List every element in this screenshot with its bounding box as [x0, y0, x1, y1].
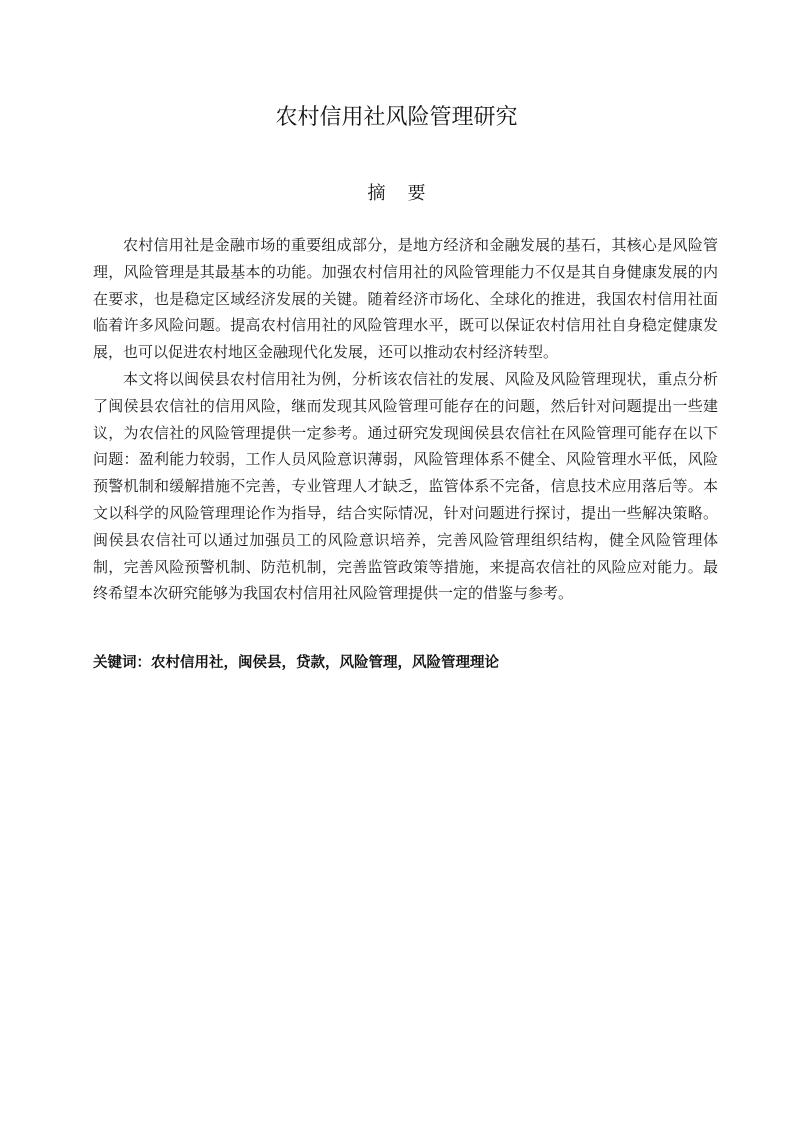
document-title: 农村信用社风险管理研究 [275, 105, 518, 130]
abstract-paragraph: 本文将以闽侯县农村信用社为例，分析该农信社的发展、风险及风险管理现状，重点分析了闽侯县农信社的信用风险，继而发现其风险管理可能存在的问题，然后针对问题提出一些建议，为农信社的风险管理提供一定参考。通过研究发现闽侯县农信社在风险管理可能存在以下问题：盈利能力较弱，工作人员风险意识薄弱，风险管理体系不健全、风险管理水平低，风险预警机制和缓解措施不完善，专业管理人才缺乏，监管体系不完备，信息技术应用落后等。本文以科学的风险管理理论作为指导，结合实际情况，针对问题进行探讨，提出一些解决策略。闽侯县农信社可以通过加强员工的风险意识培养，完善风险管理组织结构，健全风险管理体制，完善风险预警机制、防范机制，完善监管政策等措施，来提高农信社的风险应对能力。最终希望本次研究能够为我国农村信用社风险管理提供一定的借鉴与参考。 [93, 369, 718, 603]
keywords-line: 关键词：农村信用社，闽侯县，贷款，风险管理，风险管理理论 [93, 655, 499, 671]
abstract-paragraph: 农村信用社是金融市场的重要组成部分，是地方经济和金融发展的基石，其核心是风险管理，风险管理是其最基本的功能。加强农村信用社的风险管理能力不仅是其自身健康发展的内在要求，也是稳定区域经济发展的关键。随着经济市场化、全球化的推进，我国农村信用社面临着许多风险问题。提高农村信用社的风险管理水平，既可以保证农村信用社自身稳定健康发展，也可以促进农村地区金融现代化发展，还可以推动农村经济转型。 [93, 236, 718, 362]
abstract-body [93, 232, 718, 607]
abstract-heading: 摘要 [367, 183, 448, 204]
